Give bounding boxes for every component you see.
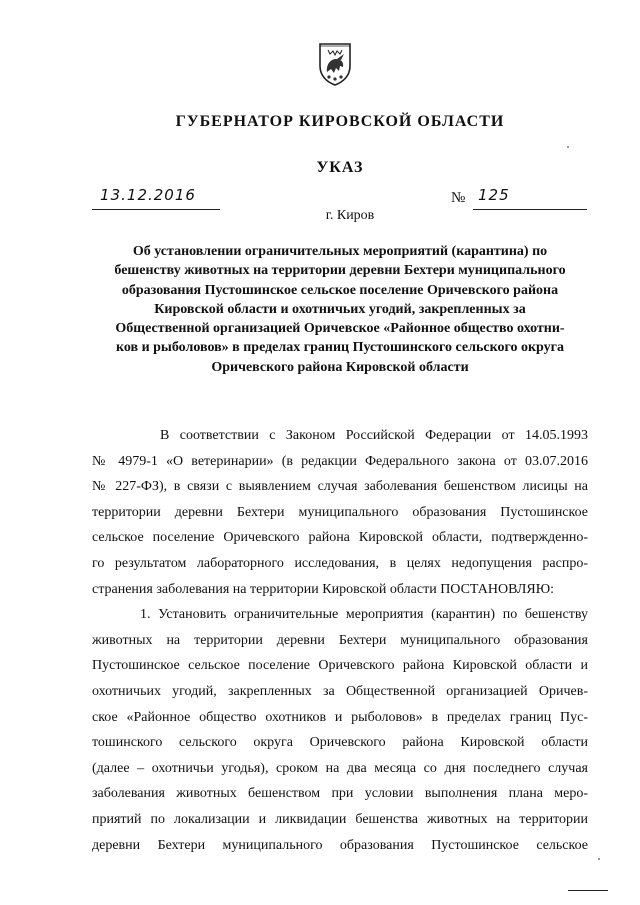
body-line: ское «Районное общество охотников и рыболовов» в пределах границ Пус- [92,709,588,725]
body-line: животных на территории деревни Бехтери муниципального образования [92,632,588,648]
body-line: № 227-ФЗ), в связи с выявлением случая заболевания бешенством лисицы на [92,479,588,495]
body-line: территории деревни Бехтери муниципального образования Пустошинское [92,504,588,520]
body-line: Пустошинское сельское поселение Оричевского района Кировской области и [92,658,588,674]
heading-line: бешенству животных на территории деревни Бехтери муниципального [114,263,566,279]
body-line: тошинского сельского округа Оричевского района Кировской области [92,735,588,751]
heading-line: ков и рыболовов» в пределах границ Пустошинского сельского округа [115,340,565,356]
issuer-title: ГУБЕРНАТОР КИРОВСКОЙ ОБЛАСТИ [175,113,505,130]
decree-heading [100,242,580,377]
decree-body [92,423,588,858]
body-line: странения заболевания на территории Кировской области ПОСТАНОВЛЯЮ: [92,581,555,597]
decree-date: 13.12.2016 [100,186,196,204]
decree-number: 125 [478,186,510,204]
city-name: г. Киров [325,208,375,223]
heading-line: Общественной организацией Оричевское «Районное общество охотни- [115,321,565,337]
number-label: № [451,190,466,206]
heading-line: образования Пустошинское сельское поселение Оричевского района [121,282,559,298]
heading-line: Кировской области и охотничьих угодий, закрепленных за [154,301,526,317]
body-line: го результатом лабораторного исследования, в целях недопущения распро- [92,555,588,571]
body-line: охотничьих угодий, закрепленных за Общественной организацией Оричев- [92,683,588,699]
body-line: деревни Бехтери муниципального образования Пустошинское сельское [92,837,588,853]
page-bottom-mark [568,890,608,891]
body-line: В соответствии с Законом Российской Федерации от 14.05.1993 [160,428,588,443]
heading-line: Оричевского района Кировской области [211,359,469,375]
body-line: № 4979-1 «О ветеринарии» (в редакции Федерального закона от 03.07.2016 [92,453,588,469]
document-type: УКАЗ [316,159,364,176]
body-line: (далее – охотничьи угодья), сроком на два месяца со дня последнего случая [92,760,588,776]
scan-speck [598,858,600,860]
coat-of-arms-icon [317,42,353,86]
body-line: заболевания животных бешенством при условии выполнения плана меро- [92,786,588,802]
body-line: сельское поселение Оричевского района Кировской области, подтвержденно- [92,530,588,546]
body-line: приятий по локализации и ликвидации бешенства животных на территории [92,811,588,827]
scan-speck [567,146,569,148]
body-line: 1. Установить ограничительные мероприятия (карантин) по бешенству [140,607,588,623]
heading-line: Об установлении ограничительных мероприятий (карантина) по [132,244,548,259]
